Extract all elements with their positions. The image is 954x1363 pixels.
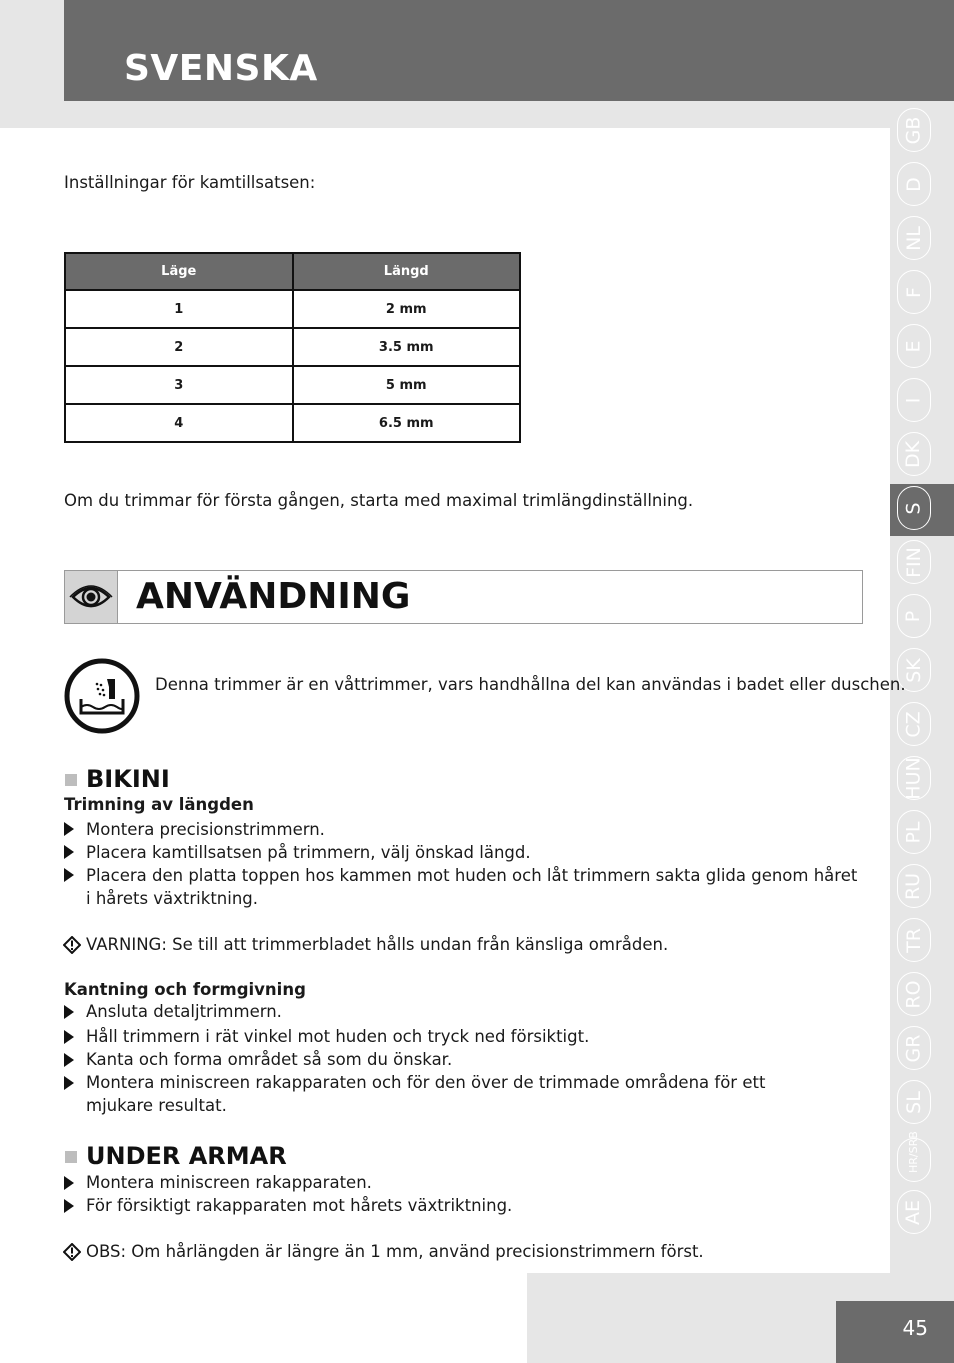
language-tab-label: HR/SRB [907, 1131, 920, 1173]
table-row [65, 328, 520, 366]
page-number: 45 [902, 1316, 928, 1340]
table-cell: 6.5 mm [293, 404, 521, 442]
language-tab-f[interactable] [897, 270, 931, 314]
list-item: Placera den platta toppen hos kammen mot huden och låt trimmern sakta glida genom håret [86, 866, 858, 885]
bullet-arrow-icon [64, 1076, 74, 1090]
language-tab-label: GB [902, 116, 925, 144]
table-cell: 2 [65, 328, 293, 366]
bullet-arrow-icon [64, 822, 74, 836]
wet-use-note: Denna trimmer är en våttrimmer, vars handhållna del kan användas i badet eller duschen. [155, 675, 906, 694]
bullet-arrow-icon [64, 1053, 74, 1067]
wet-use-icon [63, 657, 141, 735]
language-tab-label: CZ [902, 710, 925, 738]
list-item: Montera miniscreen rakapparaten och för den över de trimmade områdena för ett [86, 1073, 766, 1092]
language-tab-label: SL [902, 1090, 925, 1114]
language-tab-fin[interactable] [897, 540, 931, 584]
language-tab-e[interactable] [897, 324, 931, 368]
section-marker [65, 1151, 77, 1163]
bullet-arrow-icon [64, 1005, 74, 1019]
language-tab-label: SK [902, 657, 925, 683]
table-header-row [65, 253, 520, 290]
language-tab-label: PL [902, 820, 925, 844]
table-cell: 5 mm [293, 366, 521, 404]
list-item: För försiktigt rakapparaten mot hårets växtriktning. [86, 1196, 513, 1215]
language-tab-label: D [902, 176, 925, 192]
language-tab-d[interactable] [897, 162, 931, 206]
language-tab-label: AE [902, 1199, 925, 1225]
language-tab-label: RO [902, 979, 925, 1009]
language-tab-tr[interactable] [897, 918, 931, 962]
bikini-subheading-length: Trimning av längden [64, 795, 254, 814]
language-tab-gr[interactable] [897, 1026, 931, 1070]
language-tab-label: S [902, 501, 925, 515]
language-tab-label: TR [902, 927, 925, 953]
language-tab-label: FIN [902, 546, 925, 578]
language-tab-sl[interactable] [897, 1080, 931, 1124]
language-tab-label: P [902, 610, 925, 622]
bullet-arrow-icon [64, 1199, 74, 1213]
language-tab-hr-srb[interactable] [897, 1131, 931, 1182]
table-header-mode: Läge [65, 253, 293, 290]
language-tab-p[interactable] [897, 594, 931, 638]
list-item: Placera kamtillsatsen på trimmern, välj önskad längd. [86, 843, 531, 862]
table-cell: 3 [65, 366, 293, 404]
usage-icon-box [64, 570, 118, 624]
language-tab-ae[interactable] [897, 1190, 931, 1234]
bikini-title: BIKINI [86, 765, 170, 793]
language-tab-label: DK [902, 440, 925, 468]
language-tab-dk[interactable] [897, 432, 931, 476]
language-tab-ru[interactable] [897, 864, 931, 908]
list-item: Ansluta detaljtrimmern. [86, 1002, 282, 1021]
table-header-length: Längd [293, 253, 521, 290]
language-tab-cz[interactable] [897, 702, 931, 746]
page-title: SVENSKA [124, 48, 318, 89]
list-item-continuation: i hårets växtriktning. [86, 889, 259, 908]
list-item: Håll trimmern i rät vinkel mot huden och tryck ned försiktigt. [86, 1027, 590, 1046]
language-tab-label: F [902, 286, 925, 298]
language-tab-label: E [902, 339, 925, 353]
underarms-title: UNDER ARMAR [86, 1142, 287, 1170]
table-row [65, 404, 520, 442]
bullet-arrow-icon [64, 868, 74, 882]
language-tab-label: HUN [902, 756, 925, 800]
table-row [65, 290, 520, 328]
list-item: Kanta och forma området så som du önskar. [86, 1050, 453, 1069]
usage-title: ANVÄNDNING [136, 576, 411, 617]
bikini-warning: VARNING: Se till att trimmerbladet hålls undan från känsliga områden. [86, 935, 669, 954]
list-item: Montera miniscreen rakapparaten. [86, 1173, 372, 1192]
language-tab-i[interactable] [897, 378, 931, 422]
language-tab-label: RU [902, 872, 925, 900]
first-time-note: Om du trimmar för första gången, starta med maximal trimlängdinställning. [64, 491, 694, 510]
language-tab-ro[interactable] [897, 972, 931, 1016]
list-item: Montera precisionstrimmern. [86, 820, 325, 839]
language-tab-nl[interactable] [897, 216, 931, 260]
language-tab-label: NL [902, 225, 925, 251]
list-item-continuation: mjukare resultat. [86, 1096, 227, 1115]
table-row [65, 366, 520, 404]
language-tab-label: I [902, 397, 925, 403]
intro-text: Inställningar för kamtillsatsen: [64, 173, 316, 192]
comb-settings-table [64, 252, 521, 443]
underarms-note: OBS: Om hårlängden är längre än 1 mm, använd precisionstrimmern först. [86, 1242, 704, 1261]
language-tab-hun[interactable] [897, 756, 931, 800]
warning-icon [63, 1243, 81, 1261]
table-cell: 4 [65, 404, 293, 442]
language-tab-gb[interactable] [897, 108, 931, 152]
bullet-arrow-icon [64, 1030, 74, 1044]
language-tab-s[interactable] [897, 486, 931, 530]
bullet-arrow-icon [64, 845, 74, 859]
language-tab-label: GR [902, 1034, 925, 1062]
table-cell: 2 mm [293, 290, 521, 328]
warning-icon [63, 936, 81, 954]
table-cell: 3.5 mm [293, 328, 521, 366]
bullet-arrow-icon [64, 1176, 74, 1190]
table-cell: 1 [65, 290, 293, 328]
section-marker [65, 774, 77, 786]
language-tab-pl[interactable] [897, 810, 931, 854]
eye-icon [65, 571, 117, 623]
bikini-subheading-shaping: Kantning och formgivning [64, 980, 306, 999]
